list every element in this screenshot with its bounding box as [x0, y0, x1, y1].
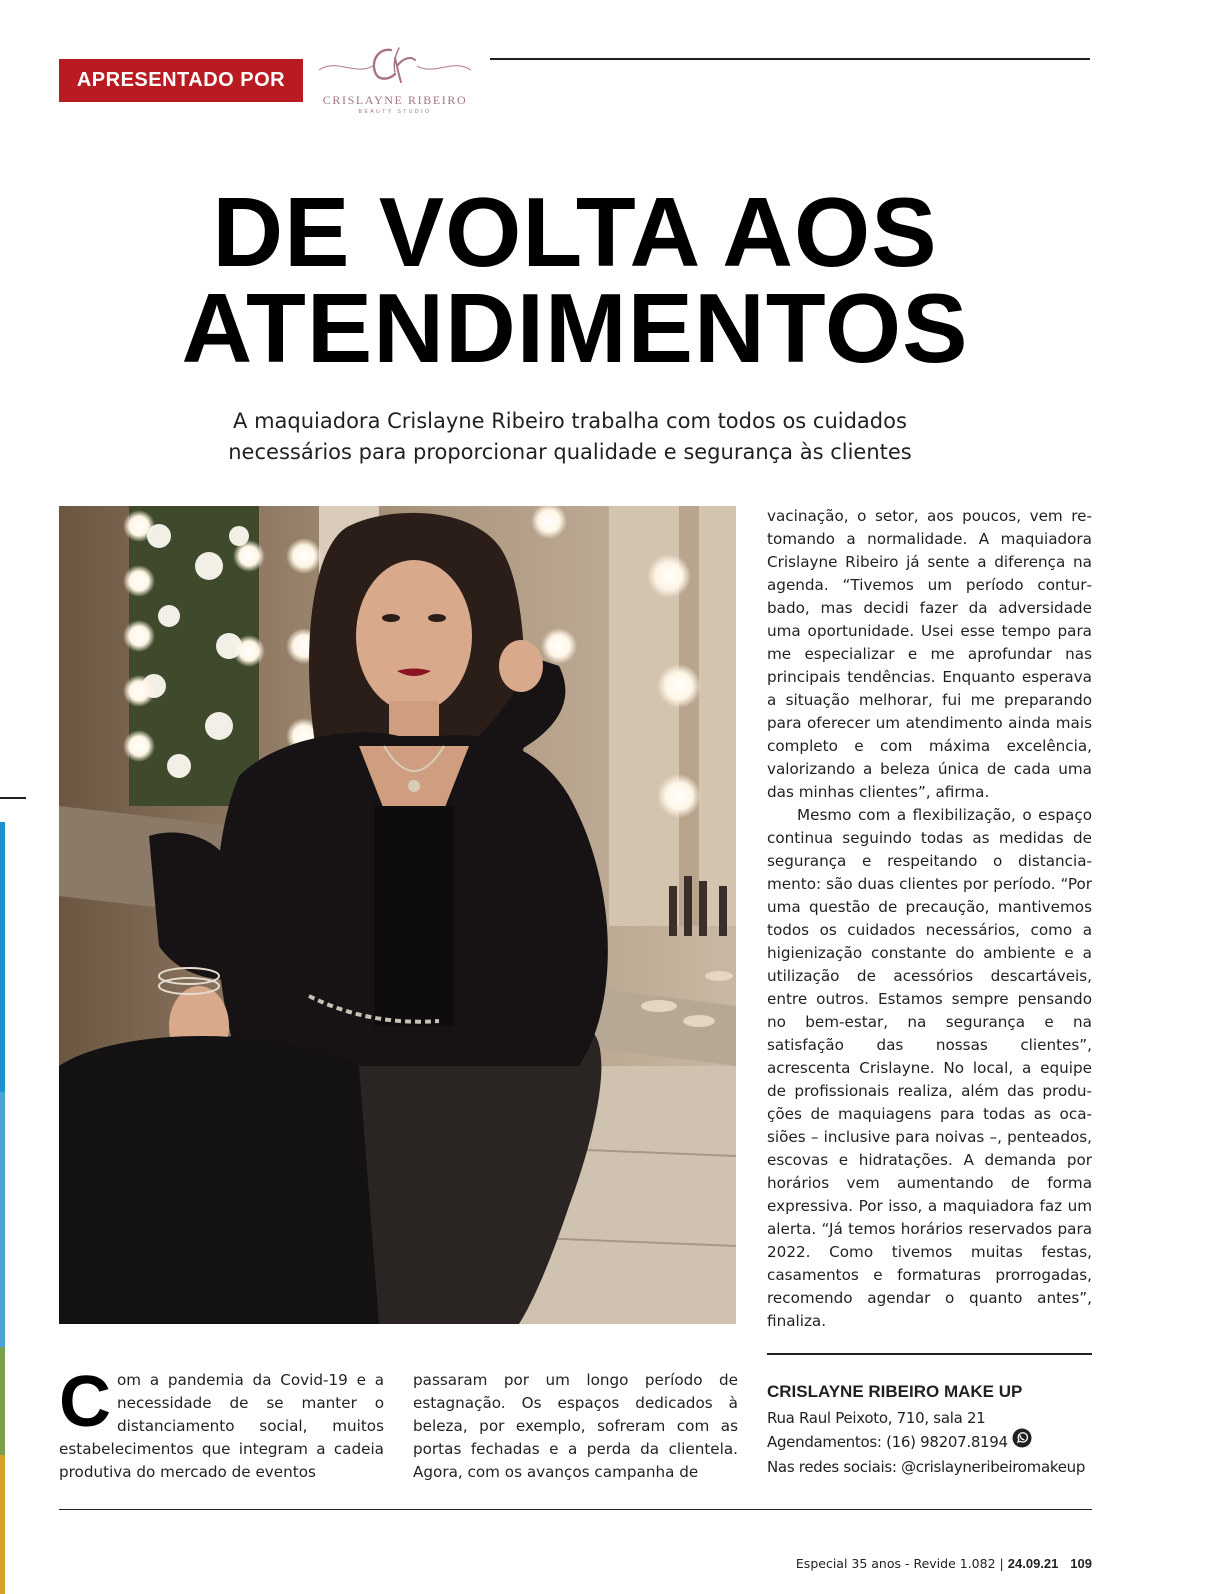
edge-mark: [0, 797, 26, 799]
drop-cap: C: [59, 1362, 111, 1442]
title-line-1: DE VOLTA AOS: [212, 177, 938, 287]
article-title: [60, 177, 1090, 383]
whatsapp-icon: [1012, 1428, 1032, 1455]
social-handle: Nas redes sociais: @crislayneribeiromakeup: [767, 1457, 1086, 1476]
article-column-middle: [413, 1369, 738, 1484]
address: Rua Raul Peixoto, 710, sala 21: [767, 1409, 986, 1427]
phone-number: Agendamentos: (16) 98207.8194: [767, 1433, 1008, 1451]
publication-name: Especial 35 anos - Revide 1.082: [795, 1556, 996, 1571]
cr-monogram-icon: [315, 36, 475, 96]
page-footer: [796, 1556, 1092, 1571]
article-column-left: [59, 1362, 384, 1484]
title-line-2: ATENDIMENTOS: [181, 273, 969, 383]
page-number: 109: [1070, 1556, 1092, 1571]
article-photo: [59, 506, 736, 1324]
sponsor-logo: [315, 36, 475, 120]
subtitle-line-2: necessários para proporcionar qualidade e segurança às clientes: [228, 440, 912, 464]
paragraph: vacinação, o setor, aos poucos, vem retomando a normalidade. A maquiadora Crislayne Ribeiro já sente a diferença na agenda. “Tivemos um período conturbado, mas decidi fazer da adversidade uma oportunidade. Usei esse tempo para me especializar e me aprofundar nas principais tendências. Enquanto esperava a situação melhorar, fui me preparando para oferecer um atendimento ainda mais completo e com máxima excelência, valorizando a beleza única de cada uma das minhas clientes”, afirma.: [767, 507, 1092, 801]
paragraph: passaram por um longo período de estagnação. Os espaços dedicados à beleza, por exemplo, sofreram com as portas fechadas e a perda da clientela. Agora, com os avanços campanha de: [413, 1371, 738, 1481]
logo-subtitle: BEAUTY STUDIO: [358, 109, 432, 115]
contact-info-box: [767, 1380, 1107, 1479]
business-name: CRISLAYNE RIBEIRO MAKE UP: [767, 1382, 1023, 1401]
issue-date: 24.09.21: [1007, 1556, 1059, 1571]
header-rule: [490, 58, 1090, 60]
logo-name: CRISLAYNE RIBEIRO: [322, 93, 468, 107]
facing-page-edge: [0, 822, 5, 1594]
footer-separator: |: [999, 1556, 1004, 1571]
paragraph: Mesmo com a flexibilização, o espaço continua seguindo todas as medidas de segurança e respeitando o distanciamento: são duas clientes por período. “Por uma questão de precaução, mantivemos todos os cuidados necessários, como a higienização constante do ambiente e a utilização de acessórios descartáveis, entre outros. Estamos sempre pensando no bem-estar, na segurança e na satisfação das nossas clientes”, acrescenta Crislayne. No local, a equipe de profissionais realiza, além das produções de maquiagens para todas as ocasiões – inclusive para noivas –, penteados, escovas e hidratações. A demanda por horários vem aumentando de forma expressiva. Por isso, a maquiadora faz um alerta. “Já temos horários reservados para 2022. Como tivemos muitas festas, casamentos e formaturas prorrogadas, recomendo agendar o quanto antes”, finaliza.: [767, 806, 1092, 1330]
article-subtitle: [150, 406, 990, 468]
subtitle-line-1: A maquiadora Crislayne Ribeiro trabalha com todos os cuidados: [233, 409, 907, 433]
article-column-right: [767, 505, 1092, 1333]
footer-rule: [59, 1509, 1092, 1510]
presented-by-badge: APRESENTADO POR: [59, 59, 303, 102]
paragraph: om a pandemia da Covid-19 e a necessidade de se manter o distanciamento social, muitos estabelecimentos que integram a cadeia produtiva do mercado de eventos: [59, 1371, 384, 1481]
info-box-rule: [767, 1353, 1092, 1355]
phone-line: [767, 1430, 1107, 1455]
